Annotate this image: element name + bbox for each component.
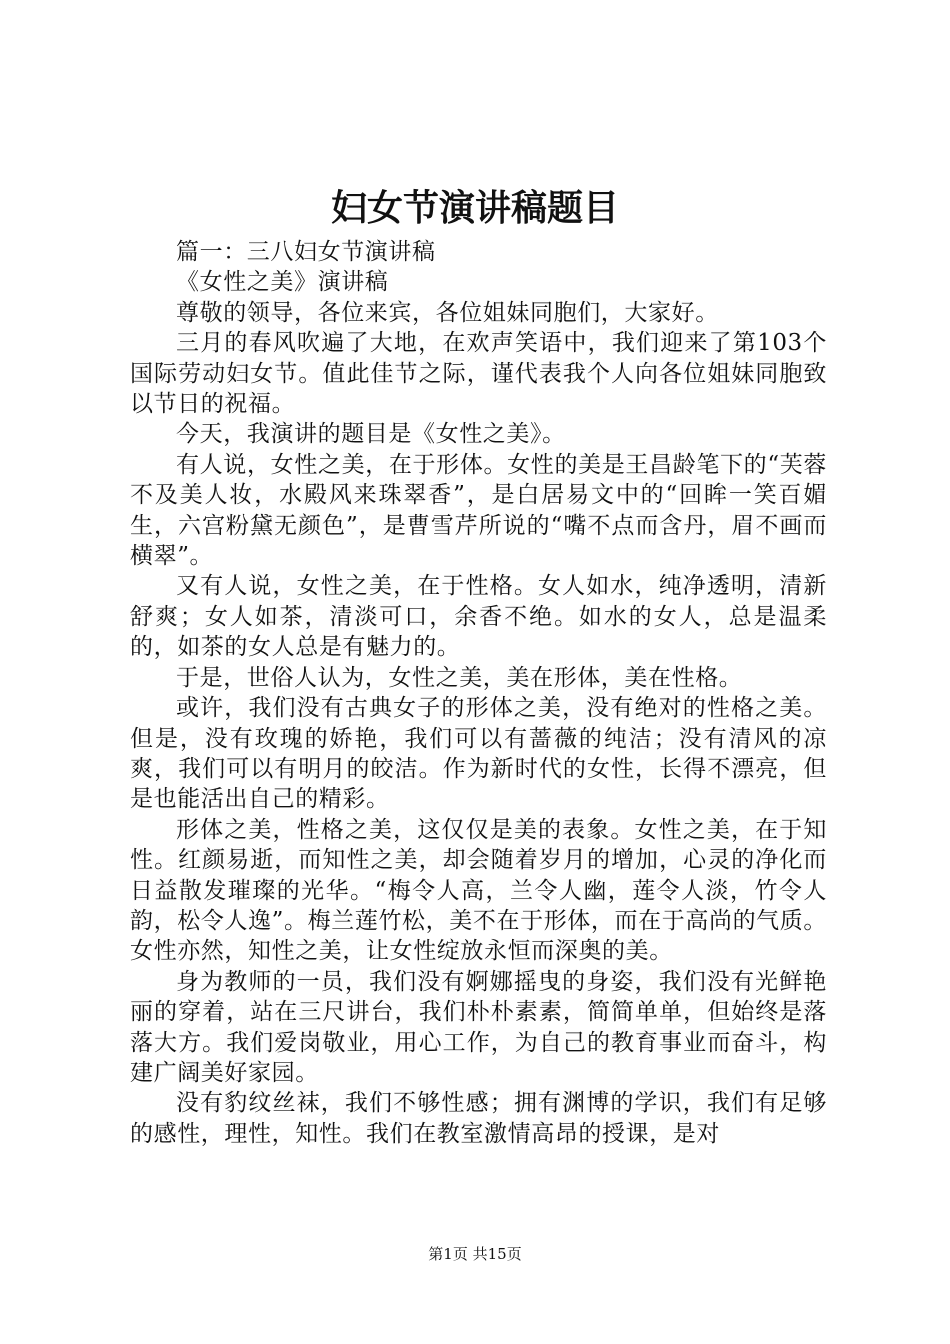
paragraph: 尊敬的领导，各位来宾，各位姐妹同胞们，大家好。 [176,299,719,326]
paragraph: 《女性之美》演讲稿 [176,269,389,296]
document-title: 妇女节演讲稿题目 [330,187,619,229]
paragraph: 有人说，女性之美，在于形体。女性的美是王昌龄笔下的“芙蓉不及美人妆，水殿风来珠翠香”，是白居易文中的“回眸一笑百媚生，六宫粉黛无颜色”，是曹雪芹所说的“嘴不点而含丹，眉不画而横翠”。 [130,451,827,570]
paragraph: 形体之美，性格之美，这仅仅是美的表象。女性之美，在于知性。红颜易逝，而知性之美，却会随着岁月的增加，心灵的净化而日益散发璀璨的光华。“梅令人高，兰令人幽，莲令人淡，竹令人韵，松令人逸”。梅兰莲竹松，美不在于形体，而在于高尚的气质。女性亦然，知性之美，让女性绽放永恒而深奥的美。 [130,816,827,965]
paragraph: 于是，世俗人认为，女性之美，美在形体，美在性格。 [176,664,743,691]
paragraph: 身为教师的一员，我们没有婀娜摇曳的身姿，我们没有光鲜艳丽的穿着，站在三尺讲台，我们朴朴素素，简简单单，但始终是落落大方。我们爱岗敬业，用心工作，为自己的教育事业而奋斗，构建广阔美好家园。 [130,968,827,1086]
page-footer: 第1页 共15页 [428,1245,522,1263]
paragraph: 没有豹纹丝袜，我们不够性感；拥有渊博的学识，我们有足够的感性，理性，知性。我们在教室激情高昂的授课，是对 [130,1090,827,1147]
paragraph: 今天，我演讲的题目是《女性之美》。 [176,421,566,448]
paragraph: 或许，我们没有古典女子的形体之美，没有绝对的性格之美。但是，没有玫瑰的娇艳，我们可以有蔷薇的纯洁；没有清风的凉爽，我们可以有明月的皎洁。作为新时代的女性，长得不漂亮，但是也能活出自己的精彩。 [130,695,827,813]
paragraph: 三月的春风吹遍了大地，在欢声笑语中，我们迎来了第103个国际劳动妇女节。值此佳节之际，谨代表我个人向各位姐妹同胞致以节日的祝福。 [130,330,827,418]
document-body [130,237,827,1149]
paragraph: 又有人说，女性之美，在于性格。女人如水，纯净透明，清新舒爽；女人如茶，清淡可口，余香不绝。如水的女人，总是温柔的，如茶的女人总是有魅力的。 [130,573,827,661]
paragraph: 篇一：三八妇女节演讲稿 [176,239,436,265]
